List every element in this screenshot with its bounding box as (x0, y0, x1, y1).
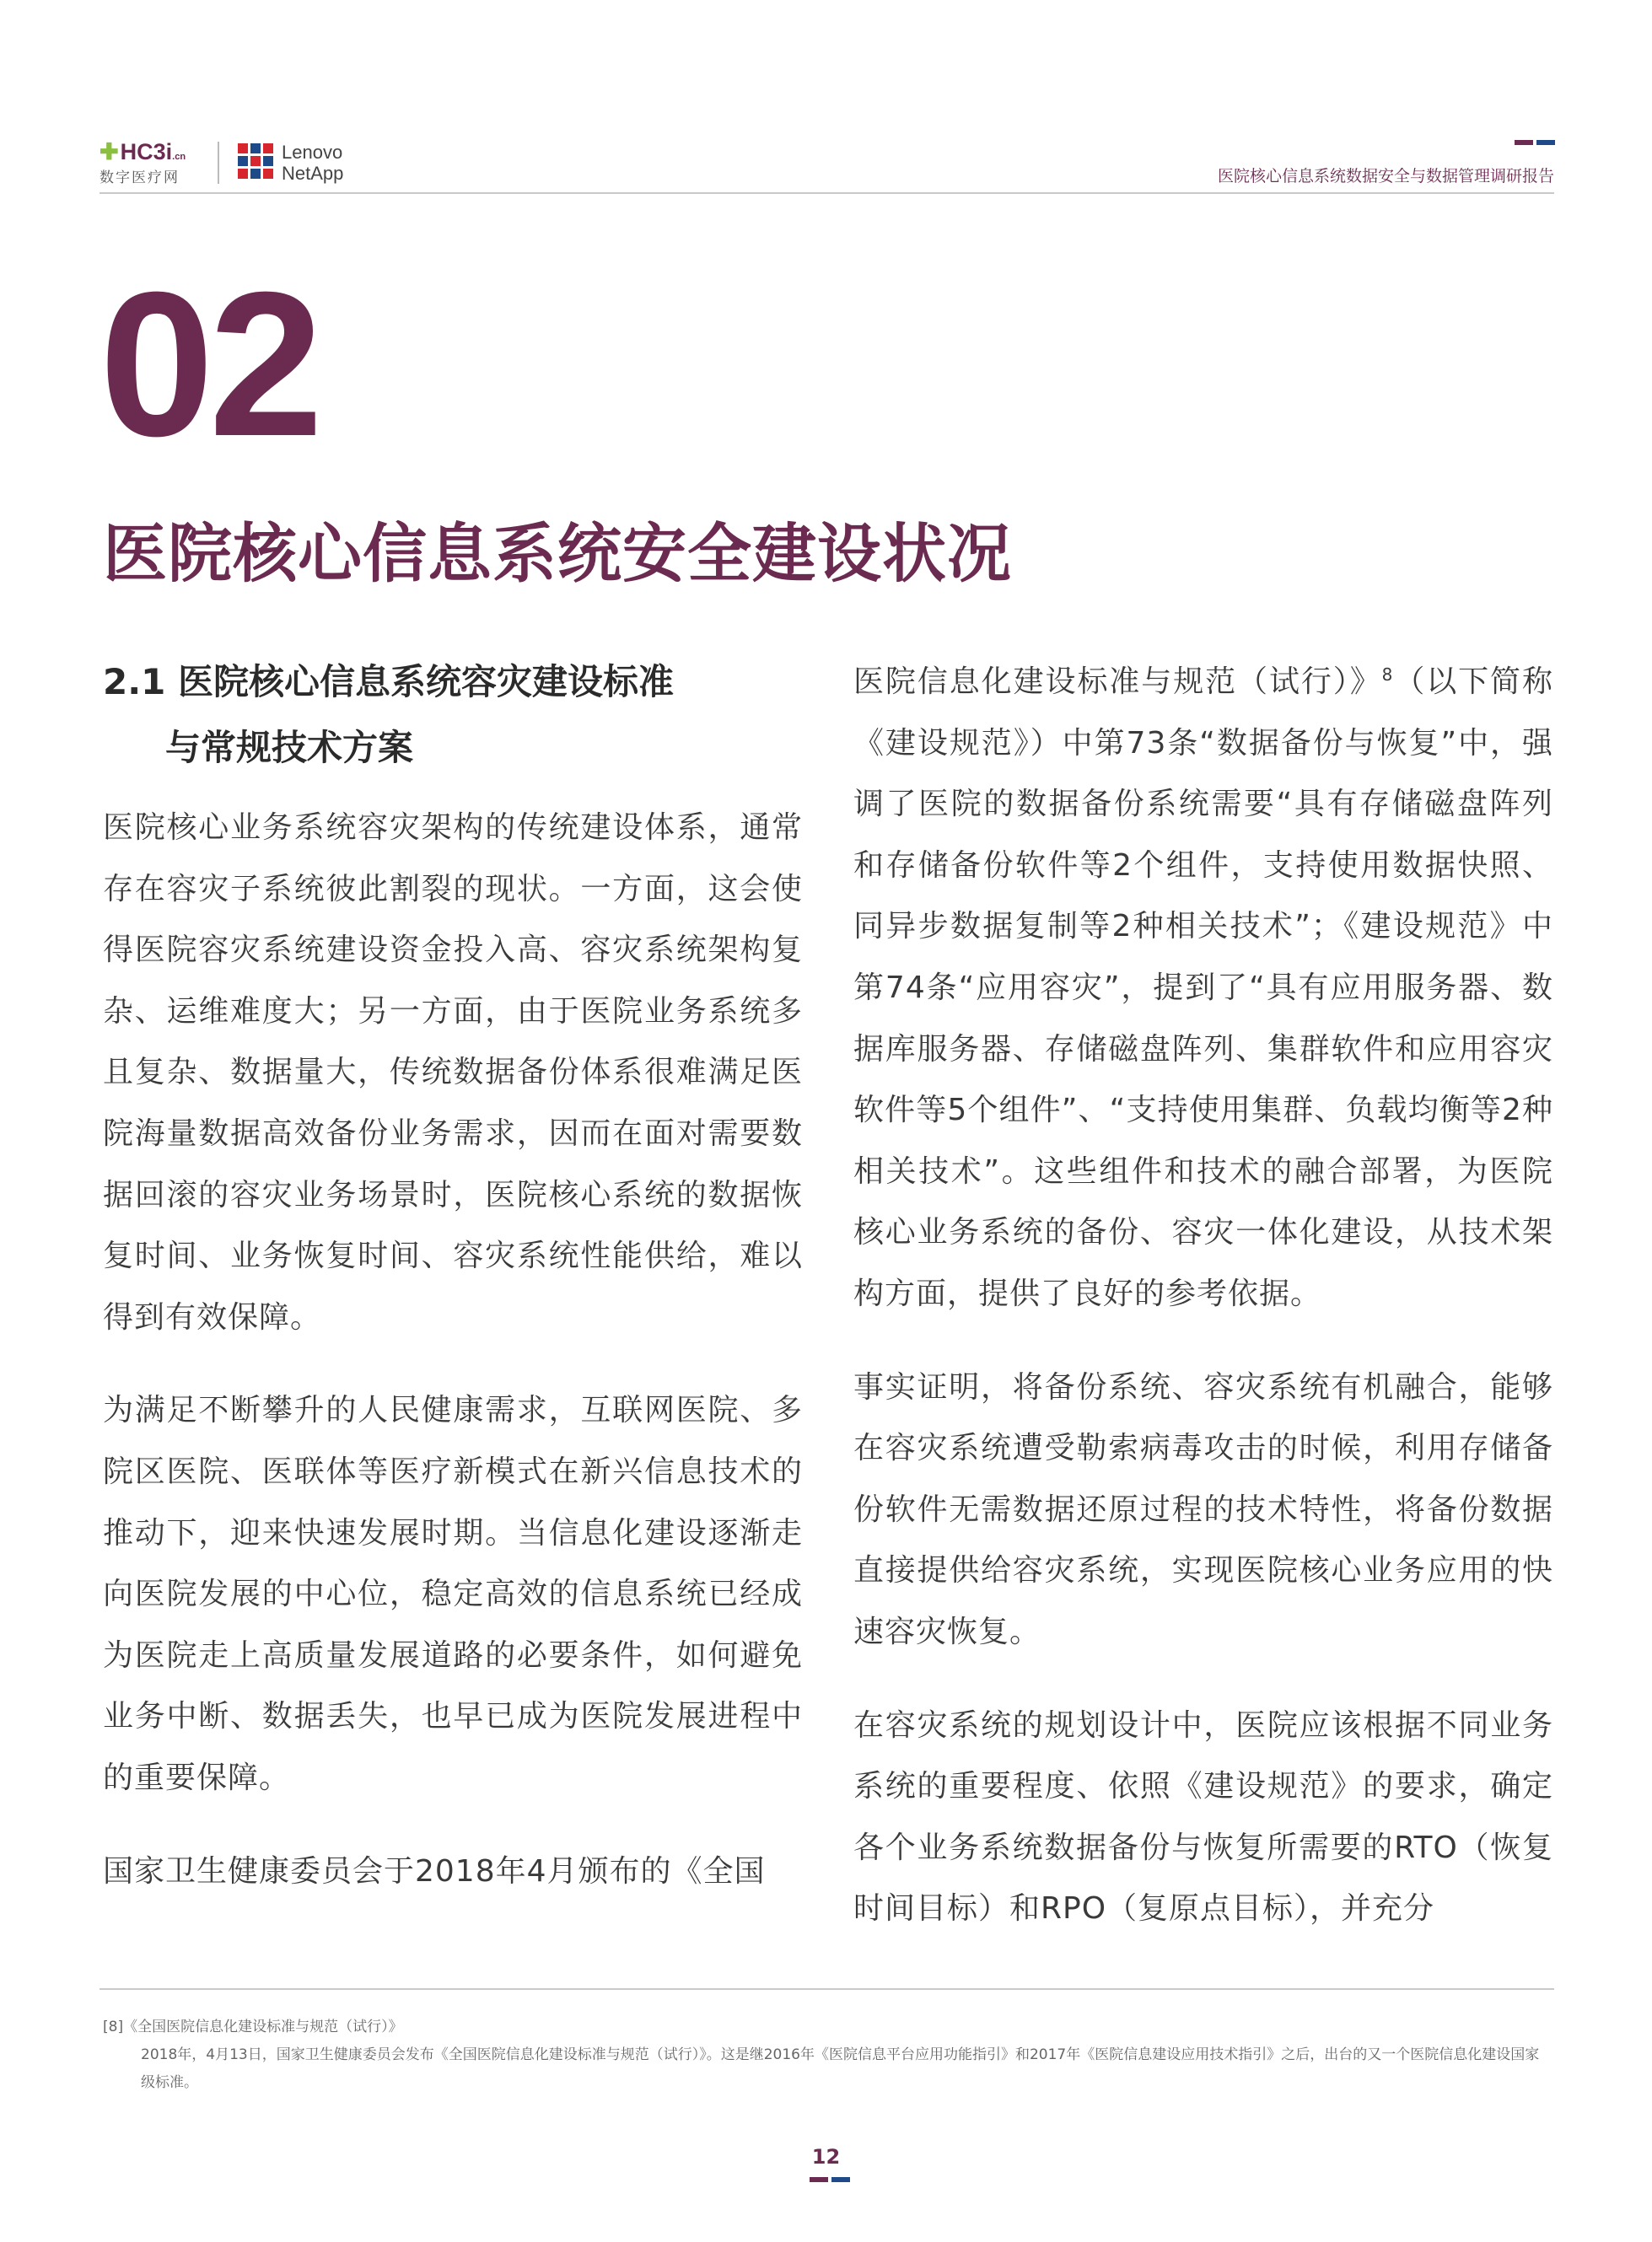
hc3i-logo-suffix: .cn (172, 152, 186, 162)
footnote-ref: 8 (1381, 664, 1394, 685)
paragraph: 国家卫生健康委员会于2018年4月颁布的《全国 (103, 1853, 766, 1889)
plus-icon: ✚ (100, 139, 119, 164)
hc3i-logo-text: HC3i (120, 139, 173, 164)
paragraph: 事实证明，将备份系统、容灾系统有机融合，能够在容灾系统遭受勒索病毒攻击的时候，利用存储备份软件无需数据还原过程的技术特性，将备份数据直接提供给容灾系统，实现医院核心业务应用的快速容灾恢复。 (853, 1369, 1553, 1649)
footnote-divider (100, 1988, 1554, 1990)
section-heading (103, 649, 803, 781)
lenovo-text: Lenovo (282, 142, 343, 163)
left-column (103, 649, 803, 1934)
section-heading-line1: 2.1 医院核心信息系统容灾建设标准 (103, 661, 675, 702)
logo-divider (218, 142, 219, 184)
page-number: 12 (811, 2145, 841, 2169)
report-title: 医院核心信息系统数据安全与数据管理调研报告 (1217, 167, 1554, 185)
paragraph: 在容灾系统的规划设计中，医院应该根据不同业务系统的重要程度、依照《建设规范》的要求，确定各个业务系统数据备份与恢复所需要的RTO（恢复时间目标）和RPO（复原点目标），并充分 (853, 1707, 1553, 1927)
header-divider (100, 192, 1554, 194)
footnote-body: 2018年，4月13日，国家卫生健康委员会发布《全国医院信息化建设标准与规范（试行）》。这是继2016年《医院信息平台应用功能指引》和2017年《医院信息建设应用技术指引》之后，出台的又一个医院信息化建设国家级标准。 (141, 2046, 1540, 2091)
paragraph: 医院核心业务系统容灾架构的传统建设体系，通常存在容灾子系统彼此割裂的现状。一方面，这会使得医院容灾系统建设资金投入高、容灾系统架构复杂、运维难度大；另一方面，由于医院业务系统多且复杂、数据量大，传统数据备份体系很难满足医院海量数据高效备份业务需求，因而在面对需要数据回滚的容灾业务场景时，医院核心系统的数据恢复时间、业务恢复时间、容灾系统性能供给，难以得到有效保障。 (103, 810, 803, 1335)
paragraph: 为满足不断攀升的人民健康需求，互联网医院、多院区医院、医联体等医疗新模式在新兴信息技术的推动下，迎来快速发展时期。当信息化建设逐渐走向医院发展的中心位，稳定高效的信息系统已经成为医院走上高质量发展道路的必要条件，如何避免业务中断、数据丢失，也早已成为医院发展进程中的重要保障。 (103, 1393, 803, 1795)
hc3i-subtitle: 数字医疗网 (100, 169, 180, 186)
footer-accent-bars (810, 2177, 850, 2182)
footnote (103, 2013, 1553, 2097)
paragraph (853, 644, 1553, 1325)
chapter-number: 02 (100, 249, 319, 479)
section-heading-line2: 与常规技术方案 (165, 727, 414, 768)
chapter-title: 医院核心信息系统安全建设状况 (103, 516, 1012, 591)
footnote-title: [8]《全国医院信息化建设标准与规范（试行）》 (103, 2019, 403, 2035)
paragraph-text: 医院信息化建设标准与规范（试行）》 (853, 664, 1382, 699)
paragraph-text: （以下简称《建设规范》）中第73条“数据备份与恢复”中，强调了医院的数据备份系统需要“具有存储磁盘阵列和存储备份软件等2个组件，支持使用数据快照、同异步数据复制等2种相关技术”；《建设规范》中第74条“应用容灾”，提到了“具有应用服务器、数据库服务器、存储磁盘阵列、集群软件和应用容灾软件等5个组件”、“支持使用集群、负载均衡等2种相关技术”。这些组件和技术的融合部署，为医院核心业务系统的备份、容灾一体化建设，从技术架构方面，提供了良好的参考依据。 (853, 664, 1553, 1311)
hc3i-logo (100, 140, 201, 187)
right-column (853, 644, 1553, 1972)
header-accent-bars (1515, 140, 1555, 145)
lenovo-grid-icon (238, 143, 275, 180)
netapp-text: NetApp (282, 163, 344, 184)
